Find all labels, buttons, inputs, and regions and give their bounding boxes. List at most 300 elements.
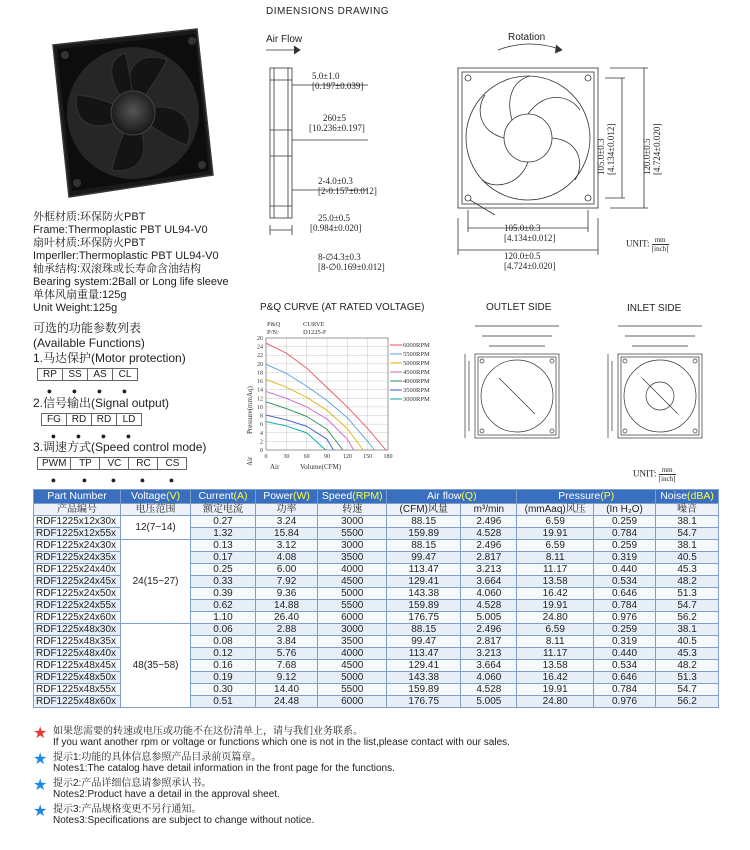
table-cell: 0.39	[191, 588, 256, 600]
note-cn: 如果您需要的转速或电压或功能不在这份清单上，请与我们业务联系。	[53, 726, 363, 737]
x-axis-label: Volume(CFM)	[300, 463, 342, 471]
function-code: TP	[71, 458, 100, 470]
subhead-cell: (mmAaq)风压	[517, 504, 594, 516]
table-cell: 143.38	[387, 672, 461, 684]
col-pressure: Pressure(P)	[517, 490, 656, 504]
table-cell: 4.528	[461, 528, 517, 540]
part-number-cell: RDF1225x24x40x	[34, 564, 121, 576]
part-number-cell: RDF1225x48x60x	[34, 696, 121, 708]
table-cell: 2.88	[255, 624, 318, 636]
function-table	[41, 413, 142, 426]
table-cell: 54.7	[656, 600, 719, 612]
table-cell: 0.19	[191, 672, 256, 684]
table-cell: 6000	[318, 612, 387, 624]
table-cell: 19.91	[517, 528, 594, 540]
function-code: RC	[129, 458, 158, 470]
dim-vertical-hole-spacing	[596, 75, 616, 175]
dim-hole-spacing	[504, 223, 555, 243]
table-cell: 0.17	[191, 552, 256, 564]
col-power: Power(W)	[255, 490, 318, 504]
chart-corner-label: P/N:	[267, 329, 279, 336]
functions-title-cn: 可选的功能参数列表	[33, 321, 142, 335]
table-cell: 56.2	[656, 612, 719, 624]
pq-curve-title: P&Q CURVE (AT RATED VOLTAGE)	[260, 302, 425, 313]
table-cell: 6.59	[517, 516, 594, 528]
table-cell: 0.06	[191, 624, 256, 636]
table-cell: 2.496	[461, 624, 517, 636]
spec-line: Bearing system:2Ball or Long life sleeve	[33, 276, 229, 288]
x-tick-label: 180	[383, 454, 393, 460]
unit-legend-top	[626, 236, 669, 253]
spec-list	[33, 211, 229, 315]
dim-frame-width	[504, 251, 555, 271]
rotation-label: Rotation	[508, 32, 546, 43]
table-cell: 54.7	[656, 684, 719, 696]
table-cell: 113.47	[387, 648, 461, 660]
function-group-title: 1.马达保护(Motor protection)	[33, 351, 186, 365]
part-number-cell: RDF1225x24x30x	[34, 540, 121, 552]
note-en: Notes1:The catalog have detail information in the front page for the functions.	[53, 763, 395, 774]
dim-cable-length	[309, 113, 365, 133]
legend-label: 5500RPM	[403, 351, 430, 358]
subhead-cell: (CFM)风量	[387, 504, 461, 516]
table-cell: 0.784	[593, 684, 655, 696]
unit-label: UNIT:	[633, 468, 657, 479]
voltage-cell: 48(35~58)	[120, 624, 190, 708]
table-cell: 3.12	[255, 540, 318, 552]
functions-title	[33, 319, 145, 350]
y-tick-label: 8	[260, 413, 263, 420]
unit-inch: [inch]	[658, 475, 676, 483]
part-number-cell: RDF1225x24x60x	[34, 612, 121, 624]
table-cell: 0.259	[593, 624, 655, 636]
y-tick-label: 24	[257, 344, 263, 351]
y-tick-label: 26	[257, 336, 263, 342]
dim-value: 120.0±0.5	[642, 138, 652, 175]
outlet-side-drawing	[455, 318, 575, 458]
voltage-cell: 12(7~14)	[120, 516, 190, 540]
table-cell: 24.80	[517, 696, 594, 708]
function-table	[37, 368, 138, 381]
table-cell: 88.15	[387, 540, 461, 552]
table-row	[34, 516, 719, 528]
table-cell: 0.30	[191, 684, 256, 696]
note-item	[33, 752, 733, 778]
function-code: SS	[63, 369, 88, 381]
part-number-cell: RDF1225x24x45x	[34, 576, 121, 588]
note-item	[33, 726, 733, 752]
function-code: RP	[38, 369, 63, 381]
x-tick-label: 60	[303, 454, 310, 460]
table-cell: 15.84	[255, 528, 318, 540]
table-cell: 6000	[318, 696, 387, 708]
table-cell: 5000	[318, 672, 387, 684]
note-en: If you want another rpm or voltage or functions which one is not in the list,please contact with our sales.	[53, 737, 510, 748]
table-cell: 0.534	[593, 576, 655, 588]
table-cell: 5.005	[461, 612, 517, 624]
table-cell: 5000	[318, 588, 387, 600]
spec-line: Imperller:Thermoplastic PBT UL94-V0	[33, 250, 219, 262]
table-cell: 14.88	[255, 600, 318, 612]
table-cell: 2.496	[461, 516, 517, 528]
function-code: CL	[113, 369, 138, 381]
table-cell: 40.5	[656, 636, 719, 648]
table-cell: 45.3	[656, 564, 719, 576]
col-voltage: Voltage(V)	[120, 490, 190, 504]
table-cell: 13.58	[517, 660, 594, 672]
part-number-cell: RDF1225x24x35x	[34, 552, 121, 564]
table-cell: 0.259	[593, 540, 655, 552]
table-cell: 16.42	[517, 588, 594, 600]
table-cell: 0.646	[593, 588, 655, 600]
series-line	[266, 422, 326, 450]
function-group-motor	[33, 349, 186, 399]
table-cell: 38.1	[656, 624, 719, 636]
y-axis-label: Pressure(mmAq)	[246, 386, 254, 434]
table-cell: 38.1	[656, 540, 719, 552]
col-speed: Speed(RPM)	[318, 490, 387, 504]
dim-value-inch: [4.724±0.020]	[504, 261, 556, 271]
table-cell: 159.89	[387, 528, 461, 540]
legend-label: 5000RPM	[403, 360, 430, 367]
table-cell: 7.92	[255, 576, 318, 588]
unit-inch: [inch]	[651, 245, 669, 253]
function-dots: ● ● ● ● ●	[50, 475, 175, 485]
function-code: RD	[92, 414, 117, 426]
function-group-speed	[33, 438, 206, 488]
y-tick-label: 4	[260, 430, 263, 437]
x-tick-label: 90	[324, 454, 330, 460]
chart-corner-label: P&Q	[267, 321, 281, 328]
table-cell: 3500	[318, 552, 387, 564]
y-tick-label: 16	[257, 379, 263, 386]
inlet-side-drawing	[598, 318, 718, 458]
dim-value-inch: [4.724±0.020]	[652, 123, 662, 175]
table-cell: 4.08	[255, 552, 318, 564]
table-row	[34, 540, 719, 552]
y-tick-label: 10	[257, 404, 263, 411]
table-cell: 51.3	[656, 588, 719, 600]
legend-label: 4500RPM	[403, 369, 430, 376]
pq-chart	[240, 316, 440, 474]
table-cell: 2.817	[461, 636, 517, 648]
table-cell: 5.76	[255, 648, 318, 660]
spec-line: Frame:Thermoplastic PBT UL94-V0	[33, 224, 208, 236]
table-cell: 3000	[318, 624, 387, 636]
table-cell: 16.42	[517, 672, 594, 684]
dim-value-inch: [0.197±0.039]	[312, 81, 364, 91]
table-cell: 2.496	[461, 540, 517, 552]
function-code: AS	[88, 369, 113, 381]
table-cell: 0.440	[593, 648, 655, 660]
table-cell: 0.646	[593, 672, 655, 684]
subhead-cell: 噪音	[656, 504, 719, 516]
part-number-cell: RDF1225x24x50x	[34, 588, 121, 600]
unit-mm: mm	[652, 236, 669, 245]
table-cell: 0.13	[191, 540, 256, 552]
subhead-cell: 产品编号	[34, 504, 121, 516]
red-star-icon: ★	[33, 725, 48, 742]
dim-slot	[318, 176, 377, 196]
chart-subtitle: D1225-F	[303, 329, 327, 336]
table-cell: 6.00	[255, 564, 318, 576]
dim-vertical-frame	[642, 75, 662, 175]
part-number-cell: RDF1225x48x45x	[34, 660, 121, 672]
y-tick-label: 18	[257, 370, 263, 377]
table-cell: 3.664	[461, 576, 517, 588]
dim-value: 8-∅4.3±0.3	[318, 252, 361, 262]
unit-legend-bottom	[633, 466, 676, 483]
function-code: FG	[42, 414, 67, 426]
table-cell: 99.47	[387, 552, 461, 564]
col-airflow: Air flow(Q)	[387, 490, 517, 504]
air-flow-label: Air Flow	[266, 34, 303, 45]
spec-line: 单体风扇重量:125g	[33, 289, 127, 301]
function-group-title: 3.调速方式(Speed control mode)	[33, 440, 207, 454]
note-cn: 提示2:产品详细信息请参照承认书。	[53, 778, 212, 789]
function-group-signal	[33, 394, 169, 444]
table-row	[34, 624, 719, 636]
table-cell: 0.784	[593, 600, 655, 612]
table-cell: 3.84	[255, 636, 318, 648]
dim-value-inch: [0.984±0.020]	[310, 223, 362, 233]
table-cell: 7.68	[255, 660, 318, 672]
table-cell: 4500	[318, 576, 387, 588]
table-cell: 0.976	[593, 696, 655, 708]
y-tick-label: 0	[260, 448, 263, 454]
blue-star-icon: ★	[33, 777, 48, 794]
legend-label: 3500RPM	[403, 387, 430, 394]
table-cell: 88.15	[387, 516, 461, 528]
blue-star-icon: ★	[33, 751, 48, 768]
table-cell: 0.784	[593, 528, 655, 540]
table-cell: 159.89	[387, 600, 461, 612]
table-cell: 19.91	[517, 600, 594, 612]
table-cell: 48.2	[656, 660, 719, 672]
dim-value: 260±5	[323, 113, 346, 123]
note-cn: 提示3:产品规格变更不另行通知。	[53, 804, 202, 815]
table-cell: 0.25	[191, 564, 256, 576]
function-code: LD	[117, 414, 142, 426]
y-tick-label: 6	[260, 422, 263, 429]
table-cell: 48.2	[656, 576, 719, 588]
table-cell: 8.11	[517, 636, 594, 648]
table-cell: 6.59	[517, 540, 594, 552]
table-cell: 129.41	[387, 576, 461, 588]
table-subheader-row	[34, 504, 719, 516]
table-cell: 88.15	[387, 624, 461, 636]
note-en: Notes2:Product have a detail in the approval sheet.	[53, 789, 280, 800]
function-code: CS	[158, 458, 187, 470]
inlet-side-title: INLET SIDE	[627, 303, 682, 314]
table-cell: 56.2	[656, 696, 719, 708]
dim-thickness	[310, 213, 361, 233]
x-axis-left-label: Air	[270, 463, 280, 471]
table-cell: 3000	[318, 516, 387, 528]
table-cell: 4.060	[461, 672, 517, 684]
part-number-cell: RDF1225x12x55x	[34, 528, 121, 540]
table-cell: 0.08	[191, 636, 256, 648]
table-cell: 1.32	[191, 528, 256, 540]
table-cell: 143.38	[387, 588, 461, 600]
subhead-cell: 转速	[318, 504, 387, 516]
table-cell: 113.47	[387, 564, 461, 576]
subhead-cell: m³/min	[461, 504, 517, 516]
chart-title: CURVE	[303, 321, 325, 328]
table-cell: 5.005	[461, 696, 517, 708]
x-tick-label: 0	[264, 454, 268, 460]
table-cell: 4.528	[461, 600, 517, 612]
notes	[33, 726, 733, 830]
table-cell: 54.7	[656, 528, 719, 540]
table-cell: 38.1	[656, 516, 719, 528]
part-number-cell: RDF1225x48x55x	[34, 684, 121, 696]
unit-mm: mm	[659, 466, 676, 475]
note-en: Notes3:Specifications are subject to change without notice.	[53, 815, 315, 826]
x-tick-label: 30	[283, 454, 290, 460]
dim-value-inch: [8-∅0.169±0.012]	[318, 262, 385, 272]
function-code: PWM	[38, 458, 71, 470]
voltage-cell: 24(15~27)	[120, 540, 190, 624]
subhead-cell: (In H₂O)	[593, 504, 655, 516]
part-number-cell: RDF1225x48x35x	[34, 636, 121, 648]
subhead-cell: 功率	[255, 504, 318, 516]
dim-value: 5.0±1.0	[312, 71, 340, 81]
part-number-cell: RDF1225x12x30x	[34, 516, 121, 528]
y-tick-label: 20	[257, 361, 263, 368]
part-number-cell: RDF1225x48x50x	[34, 672, 121, 684]
dim-value-inch: [2-0.157±0.012]	[318, 186, 377, 196]
part-number-cell: RDF1225x48x30x	[34, 624, 121, 636]
table-cell: 2.817	[461, 552, 517, 564]
table-cell: 4000	[318, 564, 387, 576]
table-cell: 45.3	[656, 648, 719, 660]
table-cell: 0.976	[593, 612, 655, 624]
dim-value: 105.0±0.3	[596, 138, 606, 175]
side-view-drawing	[260, 40, 370, 240]
legend-label: 6000RPM	[403, 342, 430, 349]
part-number-cell: RDF1225x24x55x	[34, 600, 121, 612]
table-cell: 0.33	[191, 576, 256, 588]
table-cell: 4000	[318, 648, 387, 660]
note-item	[33, 778, 733, 804]
y-tick-label: 12	[257, 396, 263, 403]
function-table	[37, 457, 187, 470]
table-cell: 9.12	[255, 672, 318, 684]
table-cell: 0.27	[191, 516, 256, 528]
table-cell: 4.060	[461, 588, 517, 600]
dim-lead-length	[312, 71, 363, 91]
table-cell: 8.11	[517, 552, 594, 564]
legend-label: 3000RPM	[403, 396, 430, 403]
table-cell: 0.534	[593, 660, 655, 672]
table-cell: 1.10	[191, 612, 256, 624]
table-cell: 0.51	[191, 696, 256, 708]
spec-line: 轴承结构:双滚珠或长寿命含油结构	[33, 263, 202, 275]
table-cell: 24.48	[255, 696, 318, 708]
table-cell: 3500	[318, 636, 387, 648]
table-cell: 6.59	[517, 624, 594, 636]
table-cell: 13.58	[517, 576, 594, 588]
table-cell: 9.36	[255, 588, 318, 600]
table-cell: 5500	[318, 684, 387, 696]
table-cell: 5500	[318, 528, 387, 540]
table-cell: 11.17	[517, 648, 594, 660]
y-tick-label: 14	[257, 387, 263, 394]
table-cell: 24.80	[517, 612, 594, 624]
dim-value-inch: [10.236±0.197]	[309, 123, 365, 133]
dim-value: 25.0±0.5	[318, 213, 350, 223]
table-cell: 4500	[318, 660, 387, 672]
table-header-row	[34, 490, 719, 504]
table-cell: 0.62	[191, 600, 256, 612]
table-cell: 0.16	[191, 660, 256, 672]
dim-value: 105.0±0.3	[504, 223, 541, 233]
x-tick-label: 150	[363, 454, 373, 460]
table-cell: 3.664	[461, 660, 517, 672]
front-view-drawing	[450, 40, 650, 280]
function-code: RD	[67, 414, 92, 426]
dim-value: 2-4.0±0.3	[318, 176, 353, 186]
functions-title-en: (Available Functions)	[33, 336, 145, 350]
spec-line: 扇叶材质:环保防火PBT	[33, 237, 146, 249]
table-cell: 0.319	[593, 552, 655, 564]
table-cell: 129.41	[387, 660, 461, 672]
dim-value: 120.0±0.5	[504, 251, 541, 261]
dim-value-inch: [4.134±0.012]	[606, 123, 616, 175]
dimensions-drawing-title: DIMENSIONS DRAWING	[266, 6, 390, 17]
subhead-cell: 额定电流	[191, 504, 256, 516]
part-number-cell: RDF1225x48x40x	[34, 648, 121, 660]
spec-table	[33, 489, 719, 708]
table-cell: 0.440	[593, 564, 655, 576]
dim-mount-holes	[318, 252, 385, 272]
function-dots: ● ● ● ●	[50, 431, 132, 441]
table-cell: 14.40	[255, 684, 318, 696]
table-cell: 176.75	[387, 696, 461, 708]
function-dots: ● ● ● ●	[46, 386, 128, 396]
blue-star-icon: ★	[33, 803, 48, 820]
table-cell: 51.3	[656, 672, 719, 684]
table-cell: 159.89	[387, 684, 461, 696]
outlet-side-title: OUTLET SIDE	[486, 302, 552, 313]
table-cell: 19.91	[517, 684, 594, 696]
col-part-number: Part Number	[34, 490, 121, 504]
table-cell: 3.213	[461, 564, 517, 576]
table-cell: 99.47	[387, 636, 461, 648]
note-item	[33, 804, 733, 830]
table-cell: 3.213	[461, 648, 517, 660]
x-tick-label: 120	[342, 454, 352, 460]
note-cn: 提示1:功能的具体信息参照产品目录前页篇章。	[53, 752, 262, 763]
y-axis-bottom-label: Air	[246, 456, 254, 466]
table-cell: 11.17	[517, 564, 594, 576]
table-cell: 26.40	[255, 612, 318, 624]
y-tick-label: 22	[257, 353, 263, 360]
table-cell: 40.5	[656, 552, 719, 564]
table-cell: 0.319	[593, 636, 655, 648]
subhead-cell: 电压范围	[120, 504, 190, 516]
table-cell: 0.12	[191, 648, 256, 660]
unit-label: UNIT:	[626, 238, 650, 249]
table-cell: 4.528	[461, 684, 517, 696]
table-cell: 3000	[318, 540, 387, 552]
table-cell: 3.24	[255, 516, 318, 528]
dim-value-inch: [4.134±0.012]	[504, 233, 556, 243]
legend-label: 4000RPM	[403, 378, 430, 385]
col-noise: Noise(dBA)	[656, 490, 719, 504]
table-cell: 5500	[318, 600, 387, 612]
